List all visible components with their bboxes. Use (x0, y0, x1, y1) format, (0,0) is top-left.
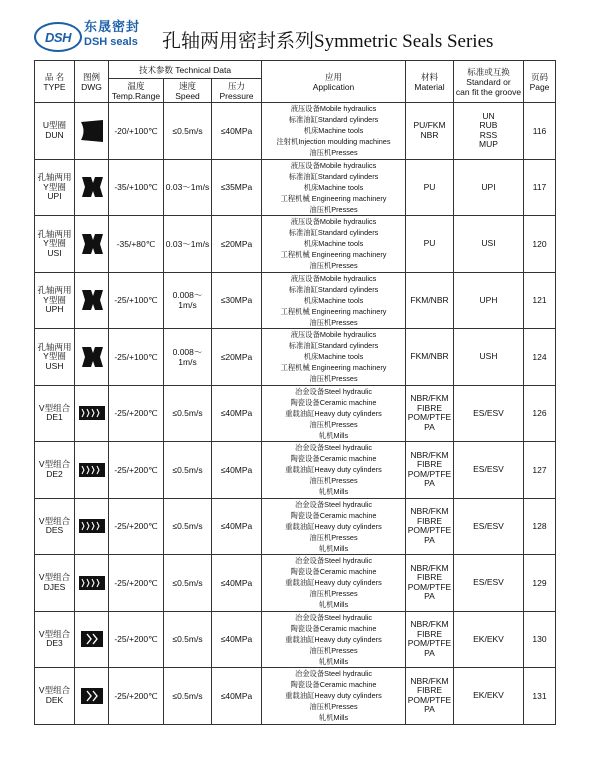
material-line: PA (424, 591, 435, 602)
u-seal-icon (78, 118, 106, 144)
application-line: 冶金设备Steel hydraulic (294, 556, 373, 566)
col-standard-header-line: 标准或互换 (467, 66, 510, 77)
application-line: 液压设备Mobile hydraulics (290, 330, 377, 340)
type-line: DJES (43, 581, 66, 592)
material-cell (406, 103, 454, 160)
application-line: 工程机械 Engineering machinery (280, 193, 387, 203)
application-line: 工程机械 Engineering machinery (280, 363, 387, 373)
seals-table-wrap (34, 60, 556, 725)
material-line: NBR/FKM (410, 619, 449, 630)
col-pressure-header (212, 79, 262, 103)
pressure-cell: ≤20MPa (212, 216, 262, 273)
type-line: V型组合 (38, 572, 71, 583)
application-cell (262, 442, 406, 499)
application-line: 标准油缸Standard cylinders (288, 341, 379, 351)
seals-table (34, 60, 556, 725)
col-speed-header-line: 速度 (178, 80, 196, 91)
standard-cell (454, 555, 524, 612)
standard-line: UN (482, 110, 495, 121)
application-line: 陶瓷设备Ceramic machine (290, 397, 377, 407)
page-cell: 126 (524, 385, 556, 442)
table-row (35, 272, 556, 329)
material-line: PU/FKM (413, 120, 446, 131)
standard-line: ES/ESV (473, 577, 504, 587)
material-cell (406, 272, 454, 329)
type-line: DEK (45, 694, 64, 705)
material-line: POM/PTFE (407, 468, 452, 479)
dwg-cell (75, 329, 109, 386)
temp-cell: -35/+100℃ (109, 159, 164, 216)
application-line: 陶瓷设备Ceramic machine (290, 510, 377, 520)
material-line: NBR/FKM (410, 562, 449, 573)
type-line: 孔轴两用 (37, 285, 72, 295)
application-line: 机床Machine tools (303, 352, 364, 362)
type-line: V型组合 (38, 628, 71, 639)
dwg-cell (75, 668, 109, 725)
logo-en: DSH seals (84, 36, 138, 48)
application-line: 标准油缸Standard cylinders (288, 171, 379, 181)
standard-line: EK/EKV (473, 690, 504, 700)
speed-cell: 0.008～1m/s (164, 272, 212, 329)
speed-cell: ≤0.5m/s (164, 498, 212, 555)
col-standard-header (454, 61, 524, 103)
application-line: 轧机Mills (318, 543, 349, 553)
material-line: POM/PTFE (407, 638, 452, 649)
application-cell (262, 498, 406, 555)
speed-cell: 0.008～1m/s (164, 329, 212, 386)
material-line: FIBRE (416, 402, 443, 413)
table-row (35, 611, 556, 668)
page-cell: 128 (524, 498, 556, 555)
y-seal-icon (78, 344, 106, 370)
application-line: 油压机Presses (309, 317, 358, 327)
col-page-header (524, 61, 556, 103)
dwg-cell (75, 159, 109, 216)
type-cell (35, 498, 75, 555)
application-cell (262, 103, 406, 160)
pressure-cell: ≤40MPa (212, 103, 262, 160)
material-line: FIBRE (416, 515, 443, 526)
material-cell (406, 611, 454, 668)
col-temp-header-line: 温度 (127, 80, 145, 91)
type-line: UPH (45, 304, 64, 314)
material-line: PA (424, 421, 435, 432)
page-cell: 127 (524, 442, 556, 499)
application-line: 陶瓷设备Ceramic machine (290, 454, 377, 464)
material-cell (406, 159, 454, 216)
material-line: PA (424, 478, 435, 489)
type-line: V型组合 (38, 459, 71, 470)
application-line: 冶金设备Steel hydraulic (294, 669, 373, 679)
type-line: USI (47, 247, 62, 258)
col-application-header-line: Application (312, 81, 355, 92)
page-cell: 116 (524, 103, 556, 160)
application-line: 液压设备Mobile hydraulics (290, 273, 377, 283)
type-cell (35, 442, 75, 499)
type-line: UPI (47, 191, 62, 201)
application-cell (262, 611, 406, 668)
speed-cell: ≤0.5m/s (164, 611, 212, 668)
col-dwg-header-line: DWG (81, 81, 102, 92)
application-line: 重载油缸Heavy duty cylinders (285, 691, 382, 701)
application-line: 油压机Presses (309, 261, 358, 271)
dwg-cell (75, 611, 109, 668)
application-cell (262, 216, 406, 273)
application-line: 油压机Presses (309, 476, 358, 486)
dwg-cell (75, 103, 109, 160)
page-cell: 131 (524, 668, 556, 725)
material-line: POM/PTFE (407, 412, 452, 423)
col-type-header-line: 品 名 (44, 71, 65, 82)
standard-cell (454, 498, 524, 555)
table-row (35, 555, 556, 612)
col-application-header-line: 应用 (324, 71, 342, 82)
material-line: PU (423, 238, 436, 248)
standard-cell (454, 442, 524, 499)
material-cell (406, 216, 454, 273)
type-line: Y型圈 (43, 294, 66, 305)
material-line: NBR/FKM (410, 675, 449, 686)
standard-cell (454, 272, 524, 329)
application-line: 轧机Mills (318, 713, 349, 723)
dwg-cell (75, 385, 109, 442)
speed-cell: ≤0.5m/s (164, 442, 212, 499)
col-application-header (262, 61, 406, 103)
temp-cell: -25/+200℃ (109, 611, 164, 668)
application-line: 油压机Presses (309, 204, 358, 214)
col-material-header (406, 61, 454, 103)
dwg-cell (75, 272, 109, 329)
type-line: DE1 (46, 412, 63, 423)
v-packing-icon (78, 513, 106, 539)
col-type-header-line: TYPE (43, 81, 66, 92)
dwg-cell (75, 498, 109, 555)
material-line: FKM/NBR (410, 351, 449, 361)
page-cell: 124 (524, 329, 556, 386)
table-row (35, 385, 556, 442)
v-packing-short-icon (78, 626, 106, 652)
type-cell (35, 385, 75, 442)
table-row (35, 442, 556, 499)
seals-table-body (35, 103, 556, 725)
standard-cell (454, 216, 524, 273)
pressure-cell: ≤40MPa (212, 498, 262, 555)
application-line: 重载油缸Heavy duty cylinders (285, 408, 382, 418)
material-line: NBR/FKM (410, 506, 449, 517)
dsh-logo (34, 22, 82, 52)
application-line: 注射机Injection moulding machines (276, 137, 391, 147)
col-standard-header-line: can fit the groove (455, 86, 522, 97)
material-line: PA (424, 704, 435, 715)
application-cell (262, 668, 406, 725)
application-line: 重载油缸Heavy duty cylinders (285, 578, 382, 588)
col-material-header-line: Material (414, 81, 445, 92)
standard-cell (454, 103, 524, 160)
col-material-header-line: 材料 (420, 71, 438, 82)
standard-line: MUP (479, 139, 498, 150)
col-pressure-header-line: 压力 (227, 80, 245, 91)
type-cell (35, 216, 75, 273)
type-line: Y型圈 (43, 181, 66, 192)
speed-cell: 0.03～1m/s (164, 159, 212, 216)
type-cell (35, 555, 75, 612)
application-line: 油压机Presses (309, 148, 358, 158)
page-cell: 120 (524, 216, 556, 273)
table-row (35, 498, 556, 555)
page-cell: 129 (524, 555, 556, 612)
table-row (35, 159, 556, 216)
type-line: DES (45, 525, 64, 536)
standard-line: RUB (479, 120, 498, 131)
col-speed-header-line: Speed (175, 90, 200, 101)
application-line: 冶金设备Steel hydraulic (294, 386, 373, 396)
temp-cell: -25/+200℃ (109, 442, 164, 499)
col-temp-header-line: Temp.Range (111, 90, 161, 101)
speed-cell: 0.03～1m/s (164, 216, 212, 273)
col-tech-header: 技术参数 Technical Data (109, 61, 262, 79)
col-pressure-header-line: Pressure (219, 90, 254, 101)
type-cell (35, 668, 75, 725)
speed-cell: ≤0.5m/s (164, 668, 212, 725)
application-line: 标准油缸Standard cylinders (288, 284, 379, 294)
dwg-cell (75, 216, 109, 273)
application-cell (262, 159, 406, 216)
table-row (35, 329, 556, 386)
application-line: 重载油缸Heavy duty cylinders (285, 465, 382, 475)
application-line: 冶金设备Steel hydraulic (294, 612, 373, 622)
col-temp-header (109, 79, 164, 103)
type-cell (35, 103, 75, 160)
temp-cell: -20/+100℃ (109, 103, 164, 160)
material-line: PA (424, 534, 435, 545)
standard-line: ES/ESV (473, 407, 504, 418)
application-line: 轧机Mills (318, 487, 349, 497)
application-line: 工程机械 Engineering machinery (280, 306, 387, 316)
pressure-cell: ≤40MPa (212, 555, 262, 612)
type-line: 孔轴两用 (37, 341, 72, 352)
standard-line: ES/ESV (473, 520, 504, 531)
standard-cell (454, 385, 524, 442)
page-cell: 130 (524, 611, 556, 668)
temp-cell: -25/+200℃ (109, 555, 164, 612)
type-line: DUN (45, 129, 64, 140)
application-line: 标准油缸Standard cylinders (288, 228, 379, 238)
dwg-cell (75, 442, 109, 499)
application-line: 重载油缸Heavy duty cylinders (285, 634, 382, 644)
material-cell (406, 668, 454, 725)
pressure-cell: ≤20MPa (212, 329, 262, 386)
table-row (35, 103, 556, 160)
application-line: 油压机Presses (309, 419, 358, 429)
type-line: Y型圈 (43, 351, 66, 361)
logo-mark: DSH (45, 29, 71, 45)
type-line: V型组合 (38, 685, 71, 696)
temp-cell: -35/+80℃ (109, 216, 164, 273)
y-seal-icon (78, 231, 106, 257)
application-line: 油压机Presses (309, 589, 358, 599)
standard-cell (454, 329, 524, 386)
type-line: DE2 (46, 468, 63, 479)
material-line: NBR (420, 129, 439, 140)
application-line: 油压机Presses (309, 532, 358, 542)
standard-line: RSS (479, 129, 498, 140)
col-page-header-line: Page (529, 81, 550, 92)
type-line: Y型圈 (43, 238, 66, 248)
pressure-cell: ≤40MPa (212, 611, 262, 668)
application-line: 工程机械 Engineering machinery (280, 250, 387, 260)
material-line: FIBRE (416, 572, 443, 583)
type-line: V型组合 (38, 402, 71, 413)
page-header (30, 18, 575, 58)
material-line: PA (424, 647, 435, 658)
standard-line: UPH (479, 294, 498, 305)
material-line: FKM/NBR (410, 294, 449, 305)
material-line: NBR/FKM (410, 449, 449, 460)
page-cell: 117 (524, 159, 556, 216)
standard-cell (454, 668, 524, 725)
pressure-cell: ≤30MPa (212, 272, 262, 329)
material-line: POM/PTFE (407, 525, 452, 536)
logo-text (84, 21, 140, 49)
y-seal-icon (78, 287, 106, 313)
type-line: U型圈 (42, 120, 67, 131)
header-row-1 (35, 61, 556, 79)
application-cell (262, 555, 406, 612)
material-line: NBR/FKM (410, 393, 449, 404)
dwg-cell (75, 555, 109, 612)
application-line: 冶金设备Steel hydraulic (294, 499, 373, 509)
pressure-cell: ≤40MPa (212, 442, 262, 499)
pressure-cell: ≤35MPa (212, 159, 262, 216)
speed-cell: ≤0.5m/s (164, 385, 212, 442)
standard-line: EK/EKV (473, 633, 504, 644)
logo-cn: 东晟密封 (84, 20, 141, 35)
temp-cell: -25/+100℃ (109, 329, 164, 386)
material-cell (406, 498, 454, 555)
standard-line: USH (479, 351, 498, 361)
application-cell (262, 272, 406, 329)
y-seal-icon (78, 174, 106, 200)
standard-cell (454, 611, 524, 668)
application-line: 重载油缸Heavy duty cylinders (285, 521, 382, 531)
application-line: 冶金设备Steel hydraulic (294, 443, 373, 453)
application-line: 油压机Presses (309, 702, 358, 712)
standard-cell (454, 159, 524, 216)
application-line: 机床Machine tools (303, 295, 364, 305)
application-line: 液压设备Mobile hydraulics (290, 160, 377, 170)
application-line: 轧机Mills (318, 430, 349, 440)
material-line: FIBRE (416, 628, 443, 639)
material-line: PU (423, 181, 436, 192)
table-row (35, 216, 556, 273)
col-dwg-header (75, 61, 109, 103)
material-line: FIBRE (416, 685, 443, 696)
v-packing-icon (78, 457, 106, 483)
temp-cell: -25/+200℃ (109, 498, 164, 555)
type-line: USH (45, 360, 64, 371)
temp-cell: -25/+200℃ (109, 385, 164, 442)
v-packing-short-icon (78, 683, 106, 709)
type-cell (35, 272, 75, 329)
material-cell (406, 555, 454, 612)
application-line: 机床Machine tools (303, 126, 364, 136)
application-line: 油压机Presses (309, 374, 358, 384)
type-line: DE3 (46, 638, 63, 649)
material-cell (406, 329, 454, 386)
material-cell (406, 442, 454, 499)
application-line: 陶瓷设备Ceramic machine (290, 623, 377, 633)
application-line: 轧机Mills (318, 656, 349, 666)
application-line: 陶瓷设备Ceramic machine (290, 567, 377, 577)
temp-cell: -25/+200℃ (109, 668, 164, 725)
col-dwg-header-line: 图例 (82, 71, 100, 82)
application-cell (262, 385, 406, 442)
application-line: 标准油缸Standard cylinders (288, 115, 379, 125)
col-speed-header (164, 79, 212, 103)
type-cell (35, 159, 75, 216)
v-packing-icon (78, 570, 106, 596)
standard-line: UPI (481, 181, 496, 192)
pressure-cell: ≤40MPa (212, 385, 262, 442)
material-line: FIBRE (416, 459, 443, 470)
application-line: 机床Machine tools (303, 182, 364, 192)
material-line: POM/PTFE (407, 694, 452, 705)
application-line: 液压设备Mobile hydraulics (290, 104, 377, 114)
col-page-header-line: 页码 (530, 71, 548, 82)
col-type-header (35, 61, 75, 103)
page-cell: 121 (524, 272, 556, 329)
type-line: 孔轴两用 (37, 172, 72, 182)
application-cell (262, 329, 406, 386)
type-line: 孔轴两用 (37, 228, 72, 239)
table-row (35, 668, 556, 725)
standard-line: ES/ESV (473, 464, 504, 474)
temp-cell: -25/+100℃ (109, 272, 164, 329)
speed-cell: ≤0.5m/s (164, 103, 212, 160)
application-line: 液压设备Mobile hydraulics (290, 217, 377, 227)
material-cell (406, 385, 454, 442)
col-standard-header-line: Standard or (466, 76, 511, 87)
standard-line: USI (481, 238, 496, 248)
type-cell (35, 611, 75, 668)
application-line: 机床Machine tools (303, 239, 364, 249)
application-line: 轧机Mills (318, 600, 349, 610)
pressure-cell: ≤40MPa (212, 668, 262, 725)
page-title: 孔轴两用密封系列Symmetric Seals Series (162, 31, 494, 52)
application-line: 油压机Presses (309, 645, 358, 655)
v-packing-icon (78, 400, 106, 426)
speed-cell: ≤0.5m/s (164, 555, 212, 612)
application-line: 陶瓷设备Ceramic machine (290, 680, 377, 690)
type-cell (35, 329, 75, 386)
type-line: V型组合 (38, 515, 71, 526)
material-line: POM/PTFE (407, 581, 452, 592)
